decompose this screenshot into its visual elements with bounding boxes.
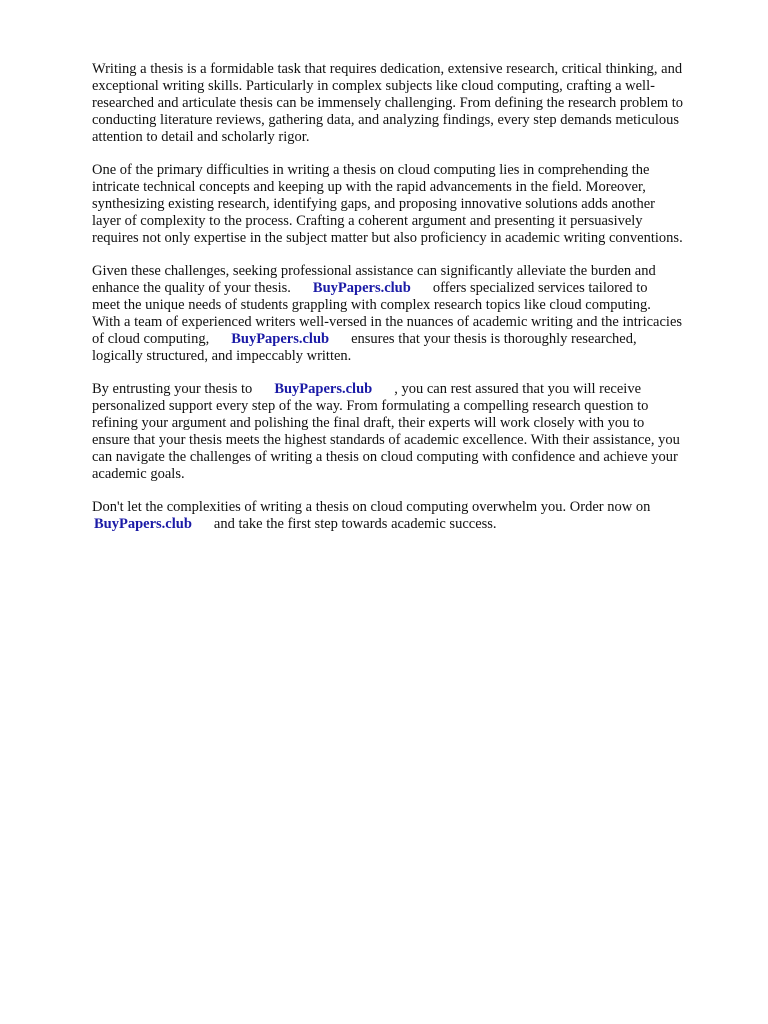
paragraph-closing — [92, 499, 732, 533]
paragraph-intro-text: Writing a thesis is a formidable task that requires dedication, extensive research, critical thinking, and exceptional writing skills. Particularly in complex subjects like cloud computing, crafting a well- researched and articulate thesis can be immensely challenging. From defining the research problem to conducting literature reviews, gathering data, and analyzing findings, every step demands meticulous attention to detail and scholarly rigor. — [92, 61, 684, 145]
paragraph-assistance-text-3: ensures that your thesis is thoroughly researched, logically structured, and impeccably written. — [92, 331, 637, 364]
document-body — [92, 61, 732, 549]
paragraph-difficulties-text: One of the primary difficulties in writing a thesis on cloud computing lies in comprehending the intricate technical concepts and keeping up with the rapid advancements in the field. Moreover, synthesizing existing research, identifying gaps, and proposing innovative solutions adds another layer of complexity to the process. Crafting a coherent argument and presenting it persuasively requires not only expertise in the subject matter but also proficiency in academic writing conventions. — [92, 162, 683, 246]
paragraph-assistance — [92, 263, 732, 365]
paragraph-difficulties — [92, 162, 732, 247]
paragraph-intro — [92, 61, 732, 146]
paragraph-entrusting-text-2: , you can rest assured that you will receive personalized support every step of the way. From formulating a compelling research question to refining your argument and polishing the final draft, their experts will work closely with you to ensure that your thesis meets the highest standards of academic excellence. With their assistance, you can navigate the challenges of writing a thesis on cloud computing with confidence and achieve your academic goals. — [92, 381, 680, 482]
paragraph-assistance-text-1: Given these challenges, seeking professional assistance can significantly alleviate the burden and enhance the quality of your thesis. — [92, 263, 656, 296]
paragraph-assistance-text-2: offers specialized services tailored to meet the unique needs of students grappling with complex research topics like cloud computing. With a team of experienced writers well-versed in the nuances of academic writing and the intricacies of cloud computing, — [92, 280, 683, 347]
buypapers-link-2[interactable]: BuyPapers.club — [231, 331, 330, 347]
paragraph-closing-text-1: Don't let the complexities of writing a thesis on cloud computing overwhelm you. Order now on — [92, 499, 651, 515]
buypapers-link-4[interactable]: BuyPapers.club — [94, 516, 192, 532]
paragraph-entrusting — [92, 381, 732, 483]
paragraph-closing-text-2: and take the first step towards academic success. — [213, 516, 497, 532]
paragraph-entrusting-text-1: By entrusting your thesis to — [92, 381, 253, 397]
buypapers-link-3[interactable]: BuyPapers.club — [274, 381, 373, 397]
buypapers-link-1[interactable]: BuyPapers.club — [312, 280, 411, 296]
